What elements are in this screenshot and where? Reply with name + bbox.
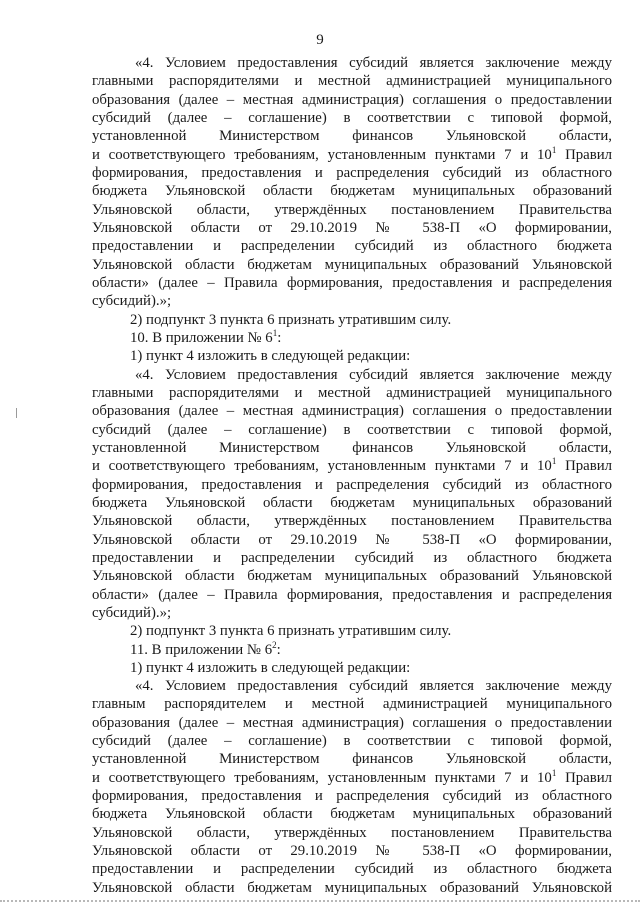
text-line [92, 91, 612, 109]
text-line [92, 109, 612, 127]
text-line [92, 182, 612, 200]
text-line [92, 714, 612, 732]
text-line-content: и соответствующего требованиям, установленным пунктами 7 и 10 [92, 458, 552, 475]
text-line-content: «4. Условием предоставления субсидий является заключение между [135, 678, 612, 695]
scan-margin-mark [16, 408, 17, 418]
text-line [92, 201, 612, 219]
text-line-content: «4. Условием предоставления субсидий является заключение между [135, 366, 612, 383]
text-line-content: установленной Министерством финансов Ульяновской области, [92, 439, 612, 456]
text-line [92, 805, 612, 823]
text-line [92, 311, 612, 329]
text-line-content: 2) подпункт 3 пункта 6 признать утратившим силу. [130, 311, 452, 328]
text-line [92, 586, 612, 604]
text-line-content: 1) пункт 4 изложить в следующей редакции: [130, 659, 411, 676]
text-line [92, 439, 612, 457]
text-line-content: формирования, предоставления и распределения субсидий из областного [92, 788, 612, 805]
footnote-superscript: 1 [551, 457, 557, 467]
text-line [92, 567, 612, 585]
text-line-content: «4. Условием предоставления субсидий является заключение между [135, 55, 612, 71]
text-line [92, 695, 612, 713]
text-line-content: и соответствующего требованиям, установленным пунктами 7 и 10 [92, 146, 552, 163]
text-line [92, 146, 612, 164]
text-line [92, 329, 612, 347]
text-line [92, 732, 612, 750]
text-line-content: Ульяновской области от 29.10.2019 № 538-П «О формировании, [92, 531, 612, 548]
text-line-content: субсидий (далее – соглашение) в соответствии с типовой формой, [92, 109, 612, 126]
text-line-content: главными распорядителями и местной администрацией муниципального [92, 384, 612, 401]
text-line [92, 512, 612, 530]
text-line [92, 622, 612, 640]
text-line [92, 787, 612, 805]
text-line [92, 476, 612, 494]
text-line-content: 11. В приложении № 6 [130, 641, 273, 658]
text-line [92, 237, 612, 255]
text-line-content: предоставлении и распределении субсидий из областного бюджета [92, 238, 612, 255]
text-line-content: Ульяновской области, утверждённых постановлением Правительства [92, 201, 612, 218]
text-line-content: формирования, предоставления и распределения субсидий из областного [92, 476, 612, 493]
text-line-content: Ульяновской области бюджетам муниципальных образований Ульяновской [92, 568, 612, 585]
text-line [92, 347, 612, 365]
text-line-content: Ульяновской области от 29.10.2019 № 538-П «О формировании, [92, 219, 612, 236]
text-line-content: Ульяновской области, утверждённых постановлением Правительства [92, 824, 612, 841]
text-line-content: 1) пункт 4 изложить в следующей редакции: [130, 348, 411, 365]
text-line-content: субсидий (далее – соглашение) в соответствии с типовой формой, [92, 421, 612, 438]
text-line [92, 219, 612, 237]
text-line [92, 549, 612, 567]
text-line [92, 860, 612, 878]
text-line [92, 402, 612, 420]
footnote-superscript: 1 [551, 768, 557, 778]
text-line [92, 366, 612, 384]
text-line-content: Правил [556, 458, 612, 475]
text-line-content: бюджета Ульяновской области бюджетам муниципальных образований [92, 183, 612, 200]
text-line-content: субсидий).»; [92, 293, 172, 310]
text-line-content: Ульяновской области бюджетам муниципальных образований Ульяновской [92, 256, 612, 273]
text-line-content: субсидий (далее – соглашение) в соответствии с типовой формой, [92, 733, 612, 750]
text-line-content: : [277, 329, 282, 346]
text-line-content: установленной Министерством финансов Ульяновской области, [92, 751, 612, 768]
text-line-content: Правил [556, 146, 612, 163]
text-line [92, 824, 612, 842]
footnote-superscript: 1 [272, 328, 278, 338]
page-number: 9 [316, 32, 324, 48]
text-line-content: образования (далее – местная администрация) соглашения о предоставлении [92, 403, 612, 420]
text-line-content: формирования, предоставления и распределения субсидий из областного [92, 164, 612, 181]
text-line-content: Ульяновской области от 29.10.2019 № 538-П «О формировании, [92, 843, 612, 860]
text-line [92, 769, 612, 787]
text-line-content: бюджета Ульяновской области бюджетам муниципальных образований [92, 806, 612, 823]
text-line-content: образования (далее – местная администрация) соглашения о предоставлении [92, 714, 612, 731]
text-line-content: и соответствующего требованиям, установленным пунктами 7 и 10 [92, 769, 552, 786]
text-line-content: Ульяновской области бюджетам муниципальных образований Ульяновской [92, 879, 612, 896]
text-line [92, 292, 612, 310]
document-body [92, 54, 612, 897]
text-line [92, 384, 612, 402]
text-line [92, 72, 612, 90]
text-line [92, 677, 612, 695]
text-line [92, 274, 612, 292]
text-line [92, 641, 612, 659]
text-line-content: предоставлении и распределении субсидий из областного бюджета [92, 549, 612, 566]
text-line [92, 750, 612, 768]
text-line [92, 164, 612, 182]
text-line-content: установленной Министерством финансов Ульяновской области, [92, 128, 612, 145]
text-line-content: Правил [556, 769, 612, 786]
text-line-content: бюджета Ульяновской области бюджетам муниципальных образований [92, 494, 612, 511]
text-line-content: субсидий).»; [92, 604, 172, 621]
text-line-content: : [276, 641, 281, 658]
text-line-content: главными распорядителями и местной администрацией муниципального [92, 73, 612, 90]
text-line-content: области» (далее – Правила формирования, предоставления и распределения [92, 586, 612, 603]
footnote-superscript: 1 [551, 145, 557, 155]
text-line [92, 256, 612, 274]
text-line [92, 457, 612, 475]
text-line-content: образования (далее – местная администрация) соглашения о предоставлении [92, 91, 612, 108]
text-line [92, 421, 612, 439]
text-line [92, 54, 612, 72]
scan-bottom-edge [0, 900, 640, 902]
text-line [92, 494, 612, 512]
text-line [92, 604, 612, 622]
text-line-content: главным распорядителем и местной администрацией муниципального [92, 696, 612, 713]
text-line-content: Ульяновской области, утверждённых постановлением Правительства [92, 513, 612, 530]
text-line [92, 127, 612, 145]
text-line [92, 879, 612, 897]
text-line [92, 842, 612, 860]
text-line-content: предоставлении и распределении субсидий из областного бюджета [92, 861, 612, 878]
text-line [92, 531, 612, 549]
text-line-content: области» (далее – Правила формирования, предоставления и распределения [92, 274, 612, 291]
text-line-content: 2) подпункт 3 пункта 6 признать утратившим силу. [130, 623, 452, 640]
text-line [92, 659, 612, 677]
text-line-content: 10. В приложении № 6 [130, 329, 273, 346]
footnote-superscript: 2 [272, 640, 277, 650]
